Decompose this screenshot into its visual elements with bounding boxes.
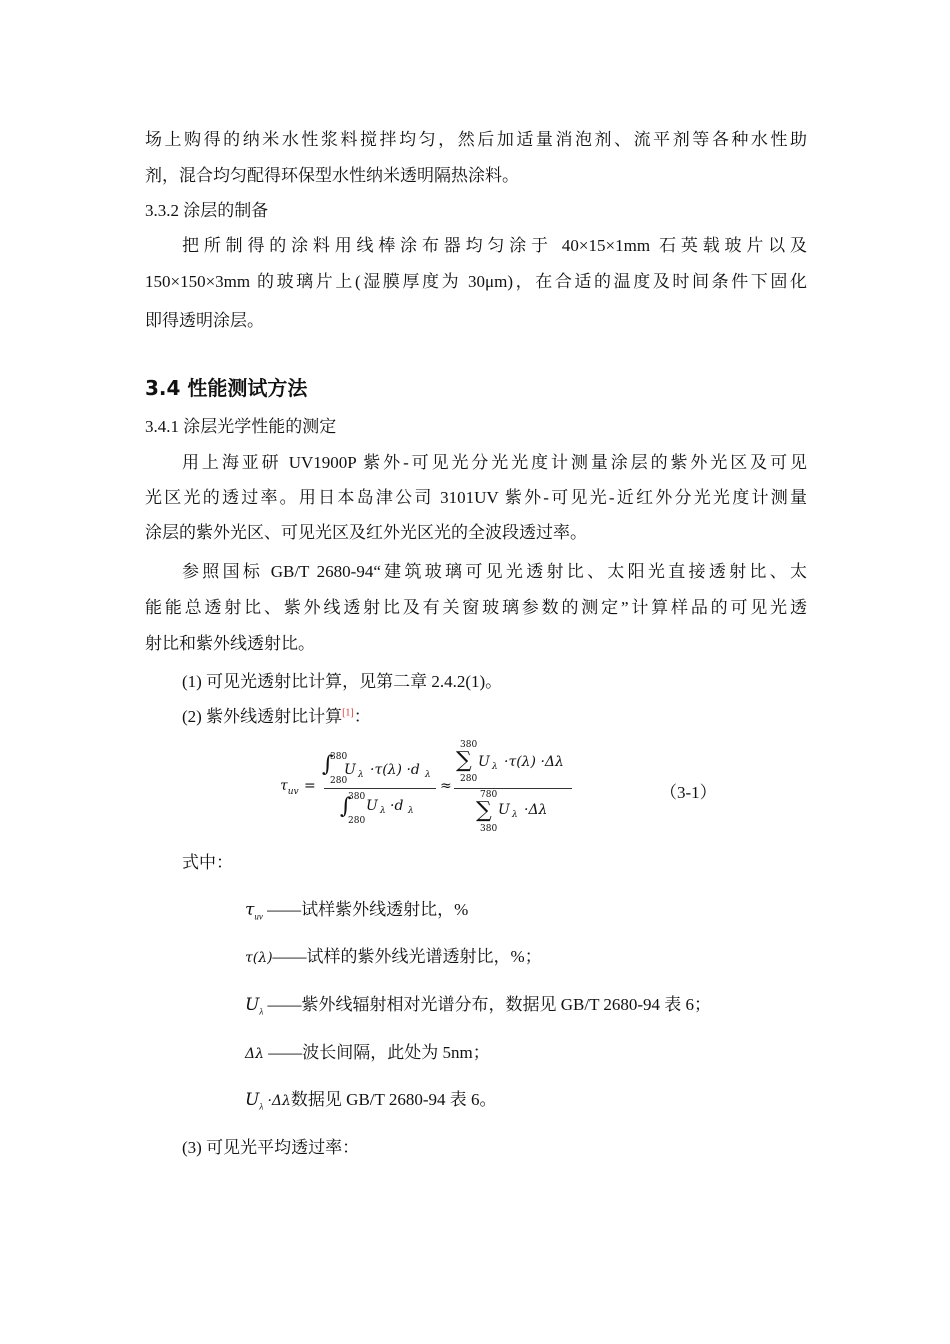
list-item-colon: ： [353,707,371,726]
symbol-sub: uv [254,911,263,922]
paragraph-line: 剂，混合均匀配得环保型水性纳米透明隔热涂料。 [145,166,519,185]
symbol-delta-lambda: Δλ [245,1046,264,1062]
sum-upper: 780 [480,790,498,800]
section-heading-3-4-1: 3.4.1 涂层光学性能的测定 [145,417,337,436]
symbol-sub: λ [259,1101,264,1112]
paragraph-line: 射比和紫外线透射比。 [145,634,315,653]
where-label: 式中： [182,853,233,872]
symbol-sub: λ [259,1006,264,1017]
paragraph-line: 场上购得的纳米水性浆料搅拌均匀，然后加适量消泡剂、流平剂等各种水性助 [145,130,807,149]
symbol-tau-lambda: τ(λ) [245,950,273,966]
integral-upper: 380 [348,792,366,802]
formula-U: U [498,802,510,818]
formula-tau: $\tau_{uv}$ [280,778,299,797]
definition-text: ——紫外线辐射相对光谱分布，数据见 GB/T 2680-94 表 6； [267,995,712,1014]
paragraph-line: 即得透明涂层。 [145,311,264,330]
formula-den-right: ·Δλ [524,802,548,818]
definition-text: 数据见 GB/T 2680-94 表 6。 [290,1090,497,1109]
formula-num-right: ·τ(λ) ·Δλ [504,754,564,770]
sum-lower: 380 [480,824,498,834]
paragraph-line: 能能总透射比、紫外线透射比及有关窗玻璃参数的测定”计算样品的可见光透 [145,598,807,617]
formula-lambda-sub: λ [512,810,518,820]
paragraph-line: 用上海亚研 UV1900P 紫外-可见光分光光度计测量涂层的紫外光区及可见 [182,453,807,472]
citation-link[interactable]: [1] [342,707,354,719]
symbol-tau: τ [245,900,255,920]
integral-lower: 280 [330,776,348,786]
paragraph-line: 把所制得的涂料用线棒涂布器均匀涂于 40×15×1mm 石英载玻片以及 [182,236,807,255]
section-heading-3-3-2: 3.3.2 涂层的制备 [145,201,269,220]
integral-upper: 380 [330,752,348,762]
symbol-U: U [245,995,260,1015]
integral-lower: 280 [348,816,366,826]
paragraph-line: 150×150×3mm 的玻璃片上(湿膜厚度为 30μm)，在合适的温度及时间条件下固化 [145,272,807,291]
list-item-text: (2) 紫外线透射比计算 [182,707,343,726]
paragraph-line: 参照国标 GB/T 2680-94“建筑玻璃可见光透射比、太阳光直接透射比、太 [182,562,807,581]
definition-item [245,945,542,970]
formula-lambda-sub: λ [408,806,414,816]
sum-upper: 380 [460,740,478,750]
equation-number: （3-1） [660,783,717,802]
equation-3-1 [280,740,717,840]
paragraph-line: 光区光的透过率。用日本岛津公司 3101UV 紫外-可见光-近红外分光光度计测量 [145,488,807,507]
formula-lambda-sub: λ [380,806,386,816]
formula-U: U [366,798,378,814]
sum-sign: ∑ [476,798,492,823]
symbol-U: U [245,1090,260,1110]
formula-U: U [478,754,490,770]
list-item: (1) 可见光透射比计算，见第二章 2.4.2(1)。 [182,672,503,691]
formula-lambda-sub: λ [358,770,364,780]
integral-sign: ∫ [322,752,334,777]
definition-item [245,993,711,1023]
formula-den-left: ·d [390,798,404,814]
definition-text: ——波长间隔，此处为 5nm； [268,1043,490,1062]
definition-text: ——试样的紫外线光谱透射比，%； [272,947,542,966]
formula-lambda-sub: λ [425,770,431,780]
formula-num-left: ·τ(λ) ·d [370,762,420,778]
definition-text: ——试样紫外线透射比，% [267,900,469,919]
fraction-bar [324,788,436,789]
list-item [182,705,371,729]
fraction-bar [454,788,572,789]
sum-sign: ∑ [456,748,472,773]
paragraph-line: 涂层的紫外光区、可见光区及红外光区光的全波段透过率。 [145,523,587,542]
formula-lambda-sub: λ [492,762,498,772]
formula-U: U [344,762,356,778]
formula-approx: ≈ [440,778,452,794]
integral-sign: ∫ [340,794,352,819]
formula-equals: = [304,778,316,794]
definition-item [245,1041,490,1066]
list-item: (3) 可见光平均透过率： [182,1138,360,1157]
sum-lower: 280 [460,774,478,784]
symbol-delta-lambda: ·Δλ [267,1093,291,1109]
definition-item [245,1088,497,1118]
section-heading-3-4: 3.4 性能测试方法 [145,376,308,400]
definition-item [245,898,468,928]
